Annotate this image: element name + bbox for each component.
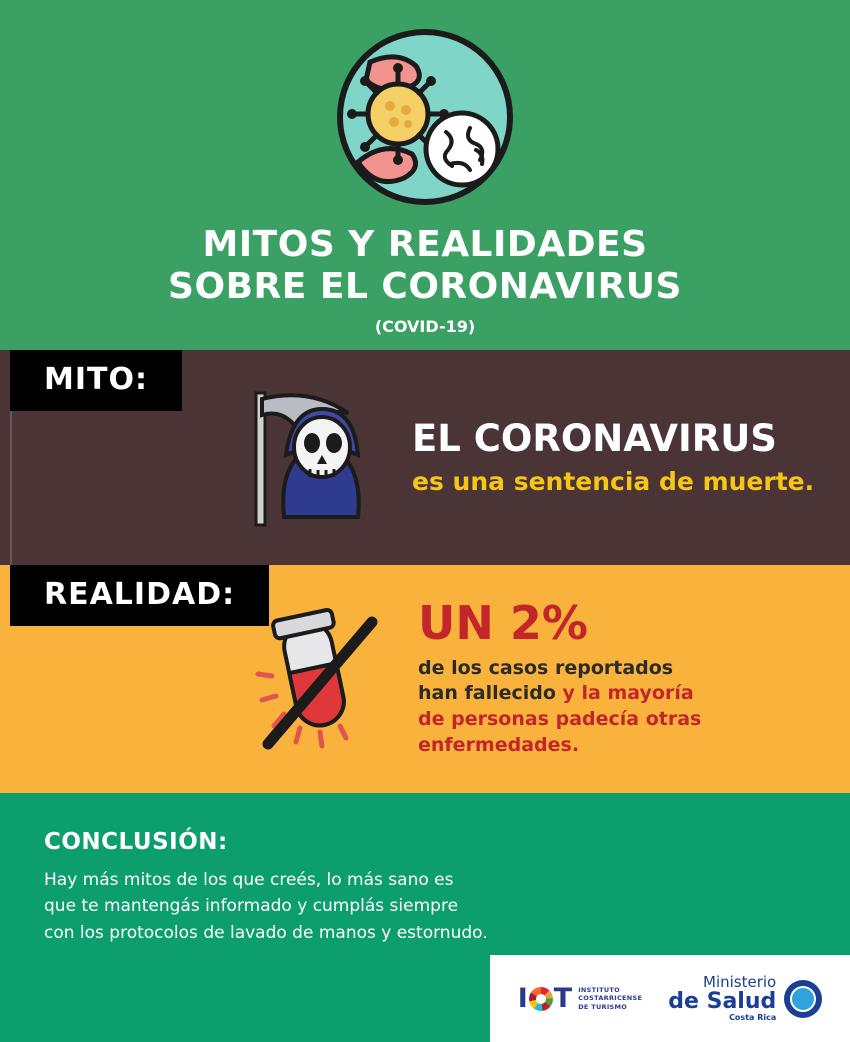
ministry-seal-icon — [784, 980, 822, 1018]
reality-body-3: y la mayoría — [562, 682, 694, 705]
myth-section — [0, 350, 850, 565]
footer-logo-bar — [490, 955, 850, 1042]
myth-tag: MITO: — [10, 350, 182, 411]
conclusion-line-2: que te mantengás informado y cumplás siempre — [44, 896, 459, 917]
reality-content — [250, 595, 850, 759]
conclusion-title: CONCLUSIÓN: — [44, 828, 228, 855]
reality-tag: REALIDAD: — [10, 565, 269, 626]
page-title — [0, 224, 850, 309]
reality-stat: UN 2% — [418, 595, 588, 650]
ict-sub-1: INSTITUTO — [578, 986, 620, 995]
myth-text — [412, 419, 814, 496]
ministry-line-1: Ministerio — [703, 972, 777, 991]
ict-sub-3: DE TURISMO — [578, 1002, 628, 1011]
reality-body-5: enfermedades. — [418, 733, 580, 756]
reality-body-1: de los casos reportados — [418, 656, 674, 679]
ict-subtitle — [578, 986, 642, 1010]
ict-letters — [518, 983, 572, 1014]
title-line1: MITOS Y REALIDADES — [202, 224, 648, 265]
conclusion-line-1: Hay más mitos de los que creés, lo más sano es — [44, 869, 454, 890]
conclusion-line-3: con los protocolos de lavado de manos y estornudo. — [44, 922, 488, 943]
conclusion-section — [0, 793, 850, 963]
globe-wrap — [0, 22, 850, 212]
reality-body-4: de personas padecía otras — [418, 707, 702, 730]
ict-sub-2: COSTARRICENSE — [578, 994, 643, 1003]
ict-letter-i: I — [517, 983, 528, 1014]
grim-reaper-icon — [250, 385, 390, 530]
reality-section — [0, 565, 850, 793]
header-section — [0, 0, 850, 350]
ministry-text — [668, 972, 777, 1023]
ict-letter-t: T — [553, 983, 573, 1014]
page-subtitle: (COVID-19) — [374, 316, 476, 336]
ict-logo — [518, 983, 643, 1014]
reality-body — [418, 656, 701, 759]
ministry-logo — [668, 972, 822, 1023]
ministry-line-2: de Salud — [668, 989, 777, 1015]
footer-section — [0, 955, 850, 1042]
conclusion-body — [44, 867, 806, 946]
myth-content — [250, 385, 850, 530]
virus-globe-icon — [330, 22, 520, 212]
reality-body-2: han fallecido — [418, 682, 556, 705]
ministry-line-3: Costa Rica — [729, 1013, 777, 1023]
blood-test-tube-crossed-icon — [250, 604, 390, 754]
title-line2: SOBRE EL CORONAVIRUS — [168, 266, 682, 308]
myth-subline: es una sentencia de muerte. — [412, 466, 815, 496]
ministry-seal-inner — [790, 986, 816, 1012]
myth-headline: EL CORONAVIRUS — [412, 417, 777, 461]
sdg-ring-icon — [529, 987, 553, 1011]
reality-text — [418, 595, 702, 759]
